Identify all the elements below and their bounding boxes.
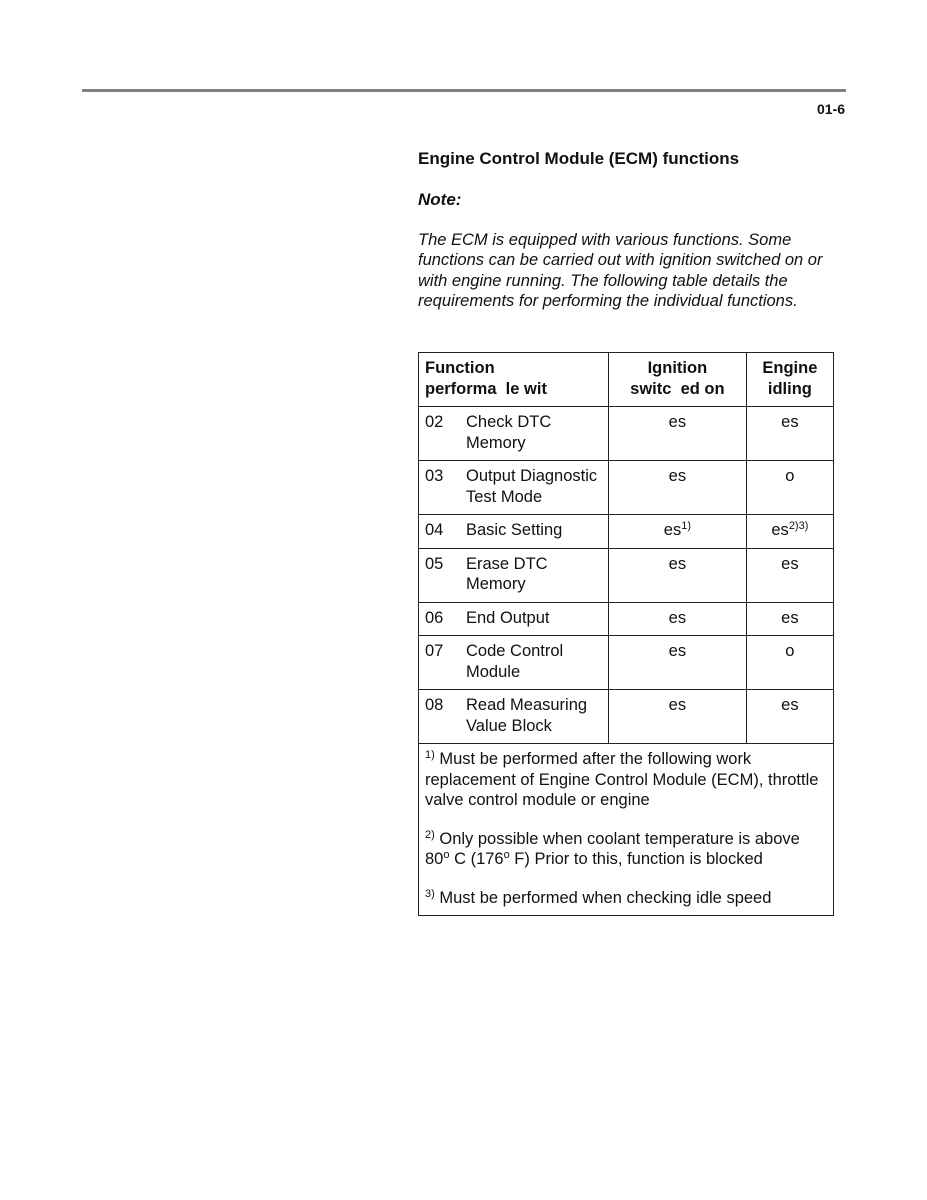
ignition-cell: $es^{1)}$ [609,515,747,549]
function-code: 02 [425,413,444,431]
table-row [419,548,834,602]
table-row [419,461,834,515]
section-title: Engine Control Module (ECM) functions [418,149,740,168]
ignition-cell: es [609,548,747,602]
ignition-cell: es [609,690,747,744]
engine-cell: es [746,602,833,636]
ignition-cell: es [609,461,747,515]
ignition-cell: es [609,636,747,690]
function-cell [419,548,609,602]
table-header-row [419,353,834,407]
function-code: 05 [425,554,444,573]
function-cell [419,407,609,461]
function-cell [419,461,609,515]
header-ignition: Ignition switc ed on [609,353,747,407]
table-row [419,515,834,549]
page-number: 01-6 [816,101,845,117]
header-function: Function performa le wit [419,353,609,407]
table-row [419,636,834,690]
footnote-2: $^{2)}$ Only possible when coolant temperature is above 80$^o$ C (176$^o$ F) Prior to this, function is blocked [425,828,800,868]
engine-cell: es [746,548,833,602]
function-code: 03 [425,467,444,485]
engine-cell: o [746,461,833,515]
ecm-functions-table [418,352,834,916]
footnote-3: $^{3)}$ Must be performed when checking idle speed [425,887,772,907]
footnotes-row [419,744,834,916]
function-code: 07 [425,642,444,660]
function-name: Read Measuring Value Block [466,696,588,735]
note-label: Note: [418,190,462,209]
ignition-cell: es [609,602,747,636]
engine-cell: o [746,636,833,690]
function-name: Erase DTC Memory [466,554,548,593]
header-rule [82,89,846,92]
table-row [419,602,834,636]
header-engine: Engine idling [746,353,833,407]
function-cell [419,690,609,744]
function-code: 06 [425,608,444,627]
function-name: Output Diagnostic Test Mode [466,467,598,506]
function-name: Code Control Module [466,642,564,681]
engine-cell: es [746,407,833,461]
footnotes-cell [419,744,834,916]
function-cell [419,636,609,690]
function-name: Basic Setting [466,521,563,539]
footnote-1: $^{1)}$ Must be performed after the following work replacement of Engine Control Module (ECM), throttle valve control module or engine [425,749,819,809]
table-row [419,407,834,461]
engine-cell: $es^{2)3)}$ [746,515,833,549]
degree-symbol: o [503,849,510,861]
function-name: Check DTC Memory [466,413,552,452]
function-code: 04 [425,521,444,539]
degree-symbol: o [443,849,450,861]
function-name: End Output [466,608,550,627]
section-content [418,148,838,311]
note-text: The ECM is equipped with various functions. Some functions can be carried out with ignition switched on or with engine running. The following table details the requirements for performing the individual functions. [418,231,823,310]
table-row [419,690,834,744]
function-cell [419,515,609,549]
function-cell [419,602,609,636]
ignition-cell: es [609,407,747,461]
engine-cell: es [746,690,833,744]
function-code: 08 [425,696,444,714]
